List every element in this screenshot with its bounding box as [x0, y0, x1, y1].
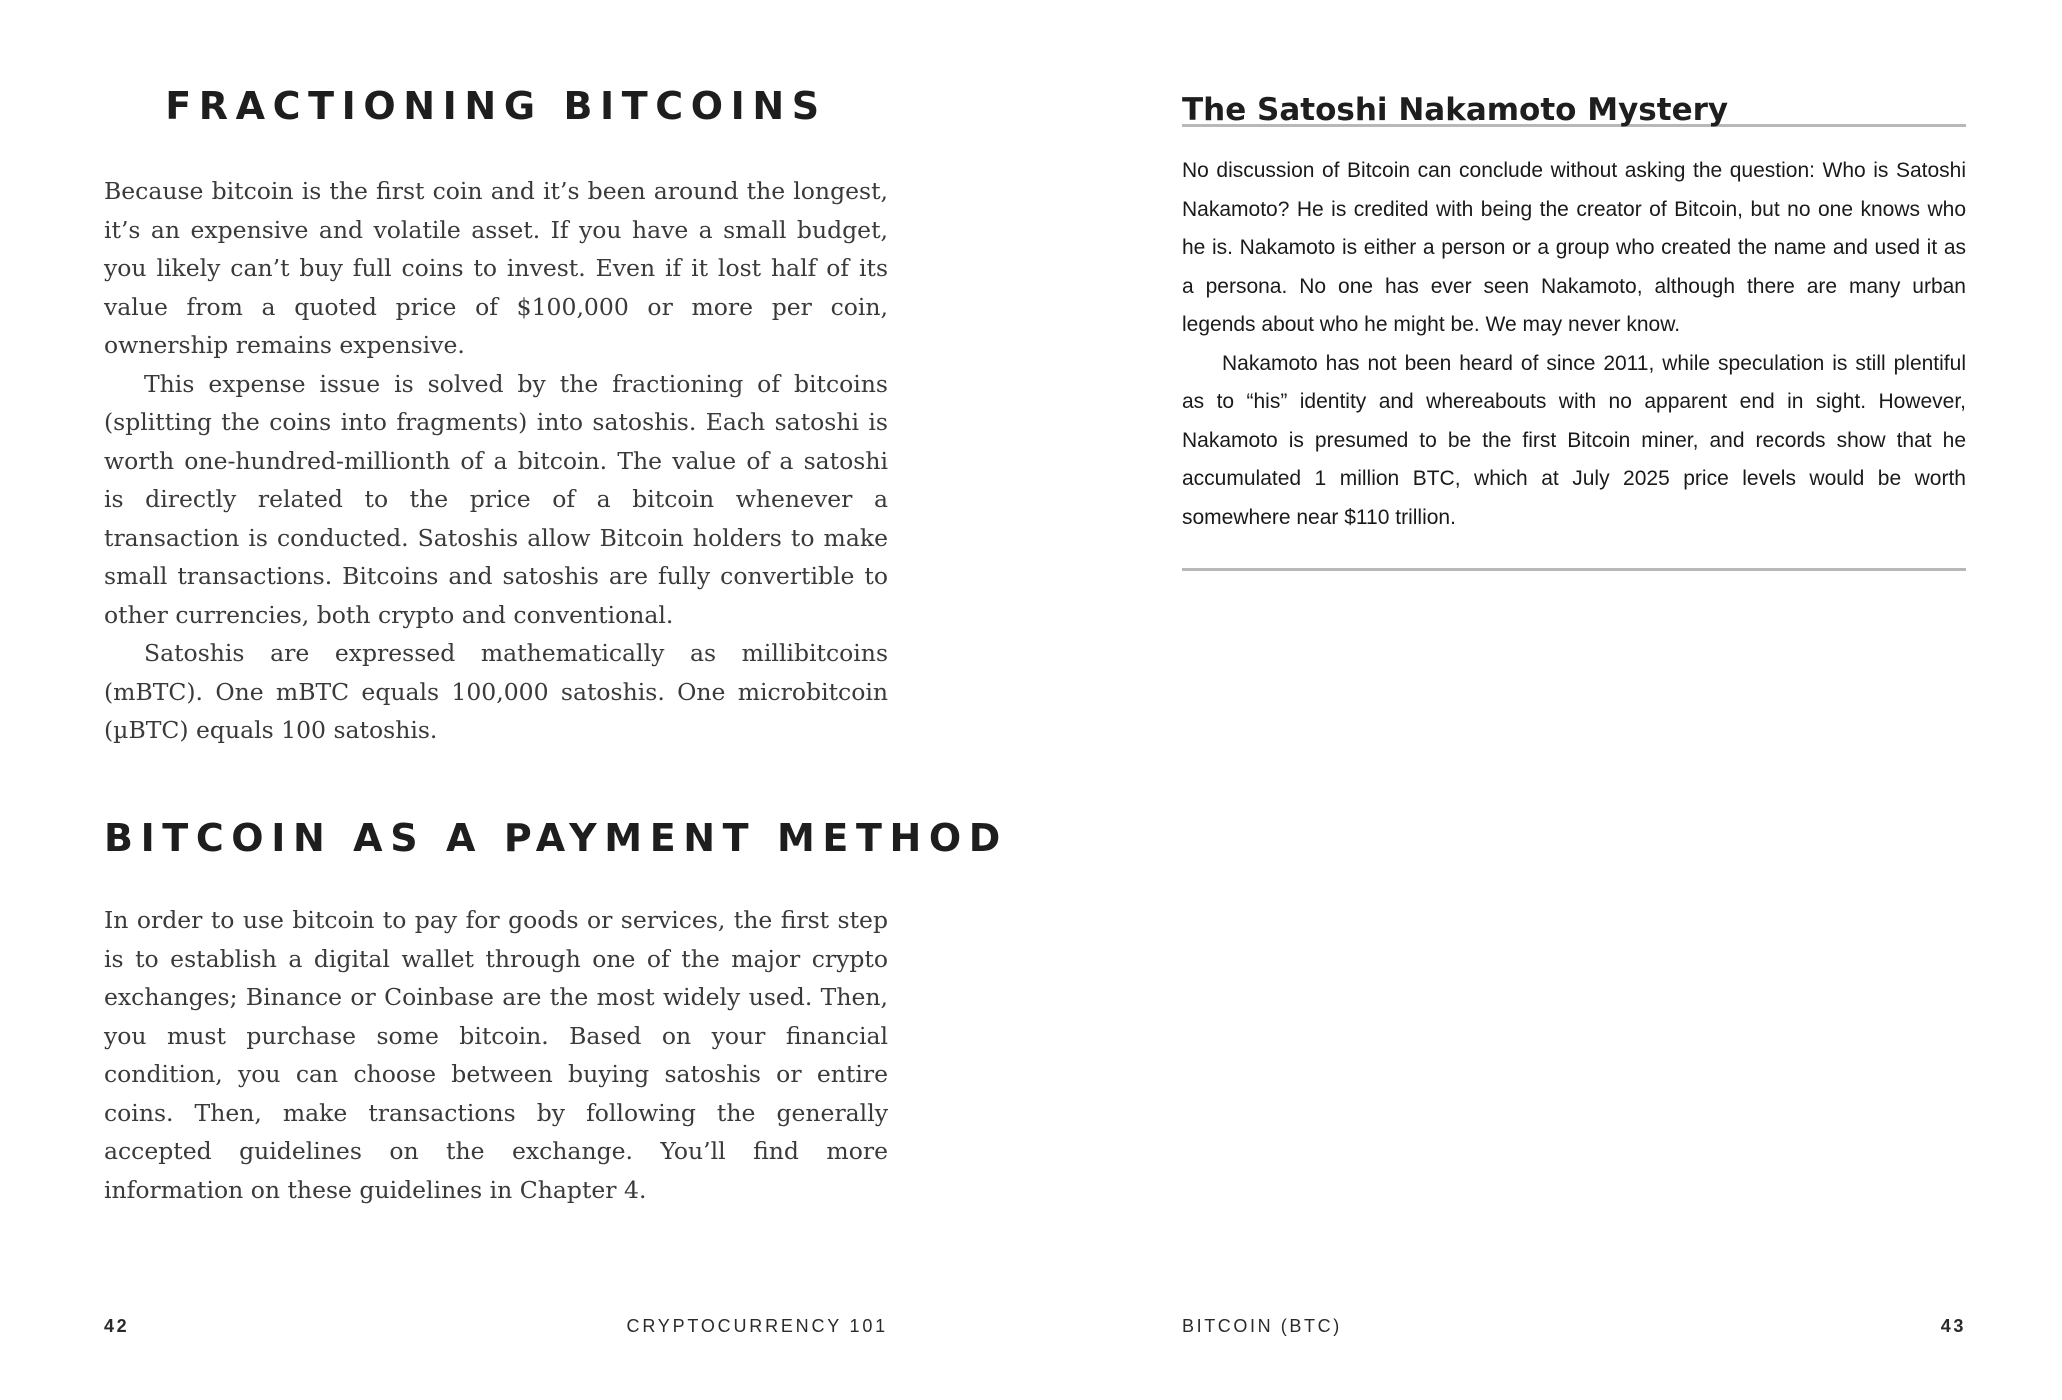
right-page	[1031, 0, 2062, 1400]
body-paragraph: Satoshis are expressed mathematically as millibitcoins (mBTC). One mBTC equals 100,000 satoshis. One microbitcoin (µBTC) equals 100 satoshis.	[104, 639, 888, 744]
body-paragraph: This expense issue is solved by the fractioning of bitcoins (splitting the coins into fragments) into satoshis. Each satoshi is worth one-hundred-millionth of a bitcoin. The value of a satoshi is directly related to the price of a bitcoin whenever a transaction is conducted. Satoshis allow Bitcoin holders to make small transactions. Bitcoins and satoshis are fully convertible to other currencies, both crypto and conventional.	[104, 369, 888, 629]
sidebar-body	[1182, 152, 1966, 537]
sidebar-paragraph: Nakamoto has not been heard of since 2011, while speculation is still plentiful as to “his” identity and whereabouts with no apparent end in sight. However, Nakamoto is presumed to be the first Bitcoin miner, and records show that he accumulated 1 million BTC, which at July 2025 price levels would be worth somewhere near $110 trillion.	[1182, 351, 1966, 529]
sidebar-title: The Satoshi Nakamoto Mystery	[1182, 92, 1729, 128]
page-number-right: 43	[1940, 1316, 1966, 1336]
running-title-right: BITCOIN (BTC)	[1182, 1316, 1342, 1336]
sidebar-box	[1182, 90, 1966, 571]
body-paragraph: Because bitcoin is the first coin and it’s been around the longest, it’s an expensive and volatile asset. If you have a small budget, you likely can’t buy full coins to invest. Even if it lost half of its value from a quoted price of $100,000 or more per coin, ownership remains expensive.	[104, 177, 888, 359]
section-heading-bitcoin-payment-method: BITCOIN AS A PAYMENT METHOD	[104, 816, 1008, 860]
section-heading-fractioning-bitcoins: FRACTIONING BITCOINS	[165, 84, 827, 128]
page-number-left: 42	[104, 1316, 130, 1336]
sidebar-bottom-rule	[1182, 568, 1966, 571]
section-body-fractioning-bitcoins	[104, 172, 888, 750]
section-body-bitcoin-payment-method	[104, 901, 888, 1209]
sidebar-paragraph: No discussion of Bitcoin can conclude without asking the question: Who is Satoshi Nakamoto? He is credited with being the creator of Bitcoin, but no one knows who he is. Nakamoto is either a person or a group who created the name and used it as a persona. No one has ever seen Nakamoto, although there are many urban legends about who he might be. We may never know.	[1182, 159, 1966, 336]
body-paragraph: In order to use bitcoin to pay for goods or services, the first step is to establish a digital wallet through one of the major crypto exchanges; Binance or Coinbase are the most widely used. Then, you must purchase some bitcoin. Based on your financial condition, you can choose between buying satoshis or entire coins. Then, make transactions by following the generally accepted guidelines on the exchange. You’ll find more information on these guidelines in Chapter 4.	[104, 906, 888, 1204]
running-title-left: CRYPTOCURRENCY 101	[626, 1316, 888, 1336]
